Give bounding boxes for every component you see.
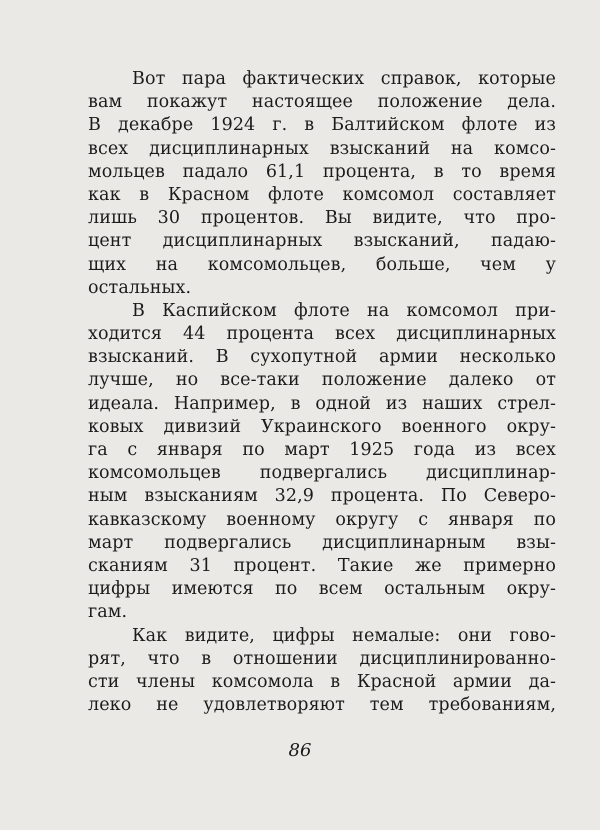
- text-line: как в Красном флоте комсомол составляет: [88, 184, 556, 205]
- text-line: вам покажут настоящее положение дела.: [88, 92, 556, 113]
- text-line: цифры имеются по всем остальным окру-: [88, 579, 556, 600]
- text-line: идеала. Например, в одной из наших стрел-: [88, 393, 556, 414]
- text-line: Вот пара фактических справок, которые: [132, 69, 556, 89]
- text-line: кавказскому военному округу с января по: [88, 509, 556, 530]
- text-line: гам.: [88, 602, 128, 623]
- text-line: В декабре 1924 г. в Балтийском флоте из: [88, 115, 556, 136]
- text-line: сти члены комсомола в Красной армии да-: [88, 671, 556, 692]
- text-line: цент дисциплинарных взысканий, падаю-: [88, 231, 556, 252]
- text-line: сканиям 31 процент. Такие же примерно: [88, 555, 556, 576]
- text-line: ным взысканиям 32,9 процента. По Северо-: [88, 486, 556, 507]
- text-line: В Каспийском флоте на комсомол при-: [132, 300, 556, 321]
- text-line: щих на комсомольцев, больше, чем у: [88, 254, 556, 275]
- text-line: лишь 30 процентов. Вы видите, что про-: [88, 208, 556, 229]
- text-line: взысканий. В сухопутной армии несколько: [88, 347, 556, 368]
- text-line: лучше, но все-таки положение далеко от: [88, 370, 556, 391]
- text-line: мольцев падало 61,1 процента, в то время: [88, 161, 556, 182]
- text-line: рят, что в отношении дисциплинированно-: [88, 648, 556, 669]
- body-text: [88, 68, 556, 717]
- text-line: леко не удовлетворяют тем требованиям,: [88, 695, 556, 716]
- text-line: остальных.: [88, 277, 192, 298]
- text-line: ковых дивизий Украинского военного окру-: [88, 416, 556, 437]
- page-number: 86: [288, 740, 312, 761]
- text-line: Как видите, цифры немалые: они гово-: [132, 625, 556, 646]
- text-line: комсомольцев подвергались дисциплинар-: [88, 463, 556, 484]
- text-line: ходится 44 процента всех дисциплинарных: [88, 324, 556, 345]
- text-line: га с января по март 1925 года из всех: [88, 440, 556, 460]
- text-line: март подвергались дисциплинарным взы-: [88, 532, 556, 553]
- text-line: всех дисциплинарных взысканий на комсо-: [88, 138, 556, 159]
